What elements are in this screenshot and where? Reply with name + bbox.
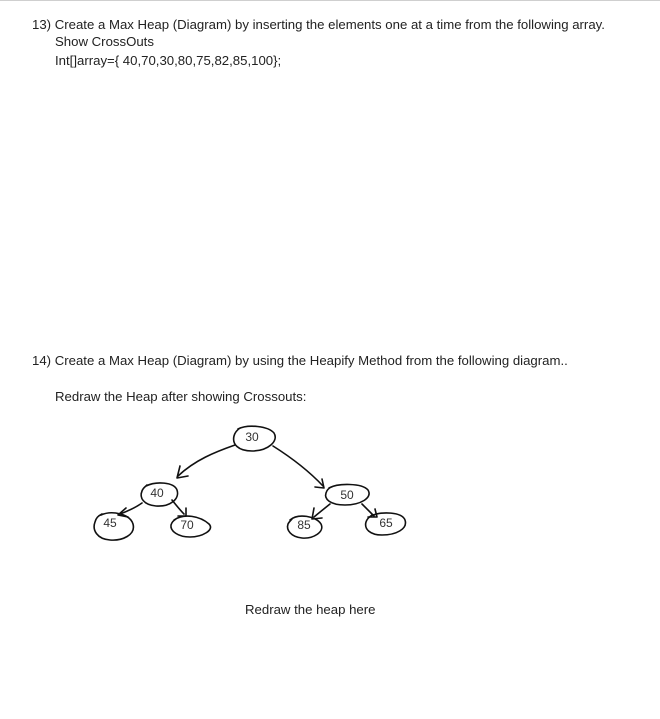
heap-node-left-right: [171, 516, 211, 537]
heap-node-root: [234, 426, 276, 451]
question-13-instruction: Show CrossOuts: [55, 34, 154, 49]
edge-left-leftright: [172, 500, 184, 514]
heap-node-right-left: [288, 516, 322, 538]
edge-right-rightright: [362, 504, 374, 516]
heap-node-right: [326, 484, 369, 505]
question-13-array: Int[]array={ 40,70,30,80,75,82,85,100};: [55, 53, 282, 68]
question-13-title: 13) Create a Max Heap (Diagram) by inserting the elements one at a time from the following array.: [32, 17, 605, 32]
heap-node-left-left-label: 45: [103, 516, 117, 530]
heap-node-left: [141, 483, 177, 506]
heap-node-left-left: [94, 513, 133, 540]
question-14-instruction: Redraw the Heap after showing Crossouts:: [55, 389, 307, 404]
edge-root-right: [273, 446, 323, 486]
heap-node-right-right: [366, 513, 406, 535]
heap-node-root-label: 30: [245, 430, 259, 444]
heap-node-right-left-label: 85: [297, 518, 311, 532]
heap-node-left-label: 40: [150, 486, 164, 500]
question-14-title: 14) Create a Max Heap (Diagram) by using the Heapify Method from the following diagram..: [32, 353, 568, 368]
heap-node-right-label: 50: [340, 488, 354, 502]
edge-left-leftleft: [120, 503, 142, 514]
redraw-heap-label: Redraw the heap here: [245, 602, 376, 617]
heap-node-right-right-label: 65: [379, 516, 393, 530]
edge-root-left: [178, 445, 235, 476]
edge-right-rightleft: [314, 504, 330, 517]
heap-node-left-right-label: 70: [180, 518, 194, 532]
